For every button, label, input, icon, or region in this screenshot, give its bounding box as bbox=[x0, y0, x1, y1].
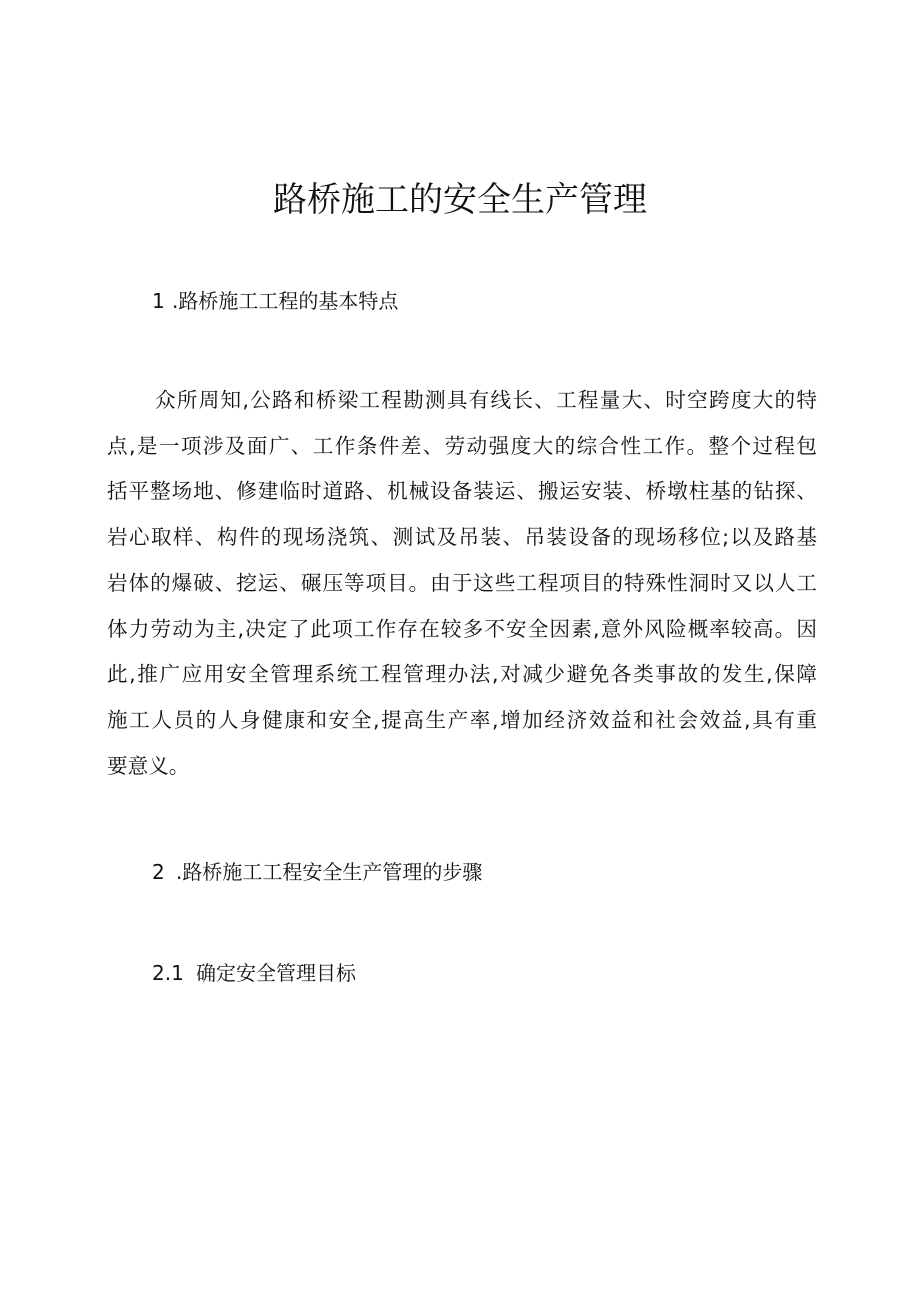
paragraph-line: 要意义。 bbox=[107, 753, 190, 778]
section-1-title: .路桥施工工程的基本特点 bbox=[172, 289, 399, 313]
section-1-number: 1 bbox=[152, 289, 165, 313]
paragraph-line: 此,推广应用安全管理系统工程管理办法,对减少避免各类事故的发生,保障 bbox=[107, 662, 817, 687]
section-2-1-heading bbox=[152, 958, 356, 988]
section-1-heading bbox=[152, 286, 398, 316]
section-2-1-number: 2.1 bbox=[152, 961, 184, 985]
paragraph-line: 岩体的爆破、挖运、碾压等项目。由于这些工程项目的特殊性洞时又以人工 bbox=[107, 570, 817, 595]
paragraph-line: 岩心取样、构件的现场浇筑、测试及吊装、吊装设备的现场移位;以及路基 bbox=[107, 525, 817, 550]
section-2-heading bbox=[152, 857, 482, 887]
section-2-number: 2 bbox=[152, 860, 165, 884]
body-paragraph bbox=[107, 378, 817, 789]
paragraph-line: 施工人员的人身健康和安全,提高生产率,增加经济效益和社会效益,具有重 bbox=[107, 707, 817, 732]
paragraph-line: 括平整场地、修建临时道路、机械设备装运、搬运安装、桥墩柱基的钻探、 bbox=[107, 479, 817, 504]
paragraph-line: 点,是一项涉及面广、工作条件差、劳动强度大的综合性工作。整个过程包 bbox=[107, 433, 817, 458]
section-2-title: .路桥施工工程安全生产管理的步骤 bbox=[176, 860, 483, 884]
section-2-1-title: 确定安全管理目标 bbox=[196, 961, 356, 985]
paragraph-line: 众所周知,公路和桥梁工程勘测具有线长、工程量大、时空跨度大的特 bbox=[155, 388, 817, 412]
paragraph-line: 体力劳动为主,决定了此项工作存在较多不安全因素,意外风险概率较高。因 bbox=[107, 616, 817, 641]
document-title: 路桥施工的安全生产管理 bbox=[273, 180, 647, 220]
